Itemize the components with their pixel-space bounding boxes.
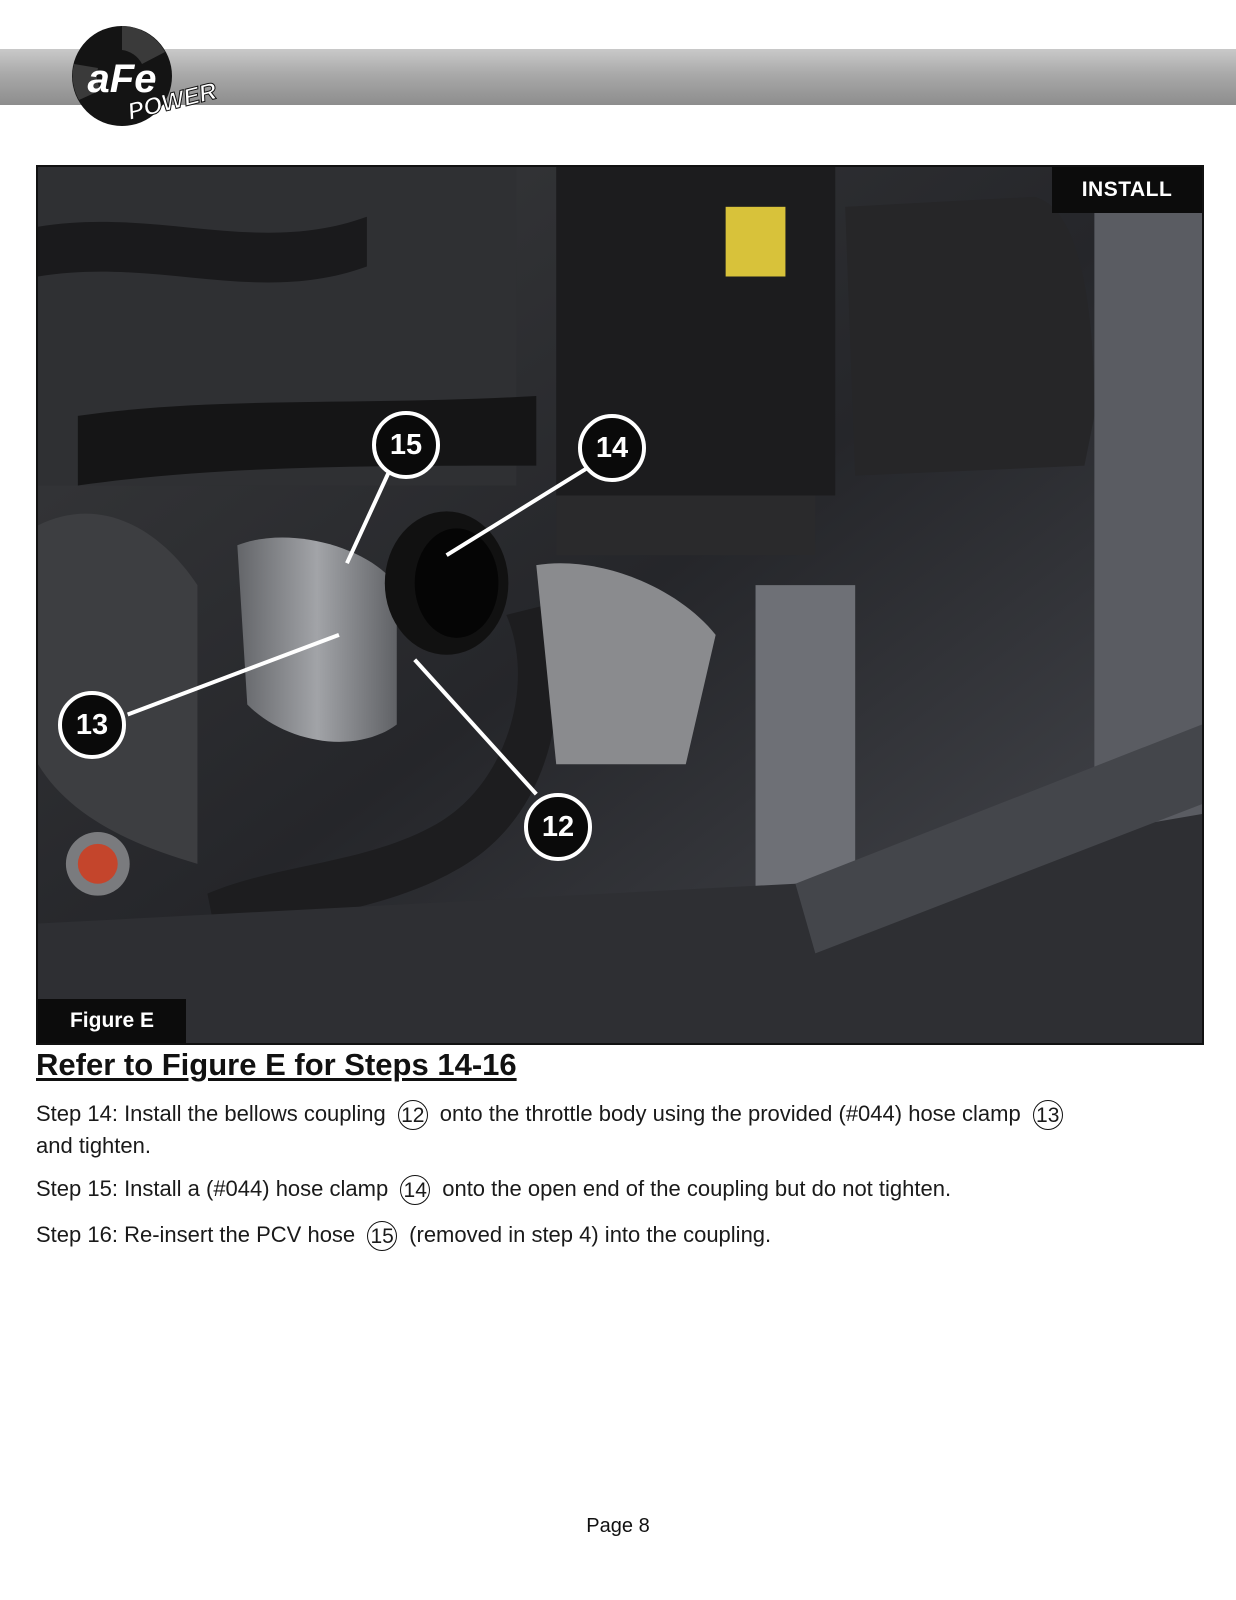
- part-ref-13: 13: [1033, 1100, 1063, 1130]
- step-15-text-a: Step 15: Install a (#044) hose clamp: [36, 1176, 389, 1201]
- afe-power-logo: [70, 24, 240, 134]
- engine-bay-image: [38, 167, 1202, 1043]
- section-title: Refer to Figure E for Steps 14-16: [36, 1047, 517, 1082]
- logo-subtext: POWER: [124, 77, 220, 126]
- callout-14: 14: [578, 414, 646, 482]
- step-15: [36, 1173, 951, 1205]
- step-14-text-b: onto the throttle body using the provided (#044) hose clamp: [439, 1101, 1021, 1126]
- callout-13: 13: [58, 691, 126, 759]
- step-16-text-b: (removed in step 4) into the coupling.: [409, 1222, 772, 1247]
- step-14-text-a: Step 14: Install the bellows coupling: [36, 1101, 386, 1126]
- step-16: [36, 1219, 771, 1251]
- step-14: [36, 1098, 1206, 1162]
- step-15-text-b: onto the open end of the coupling but do not tighten.: [442, 1176, 952, 1201]
- page-number: Page 8: [586, 1515, 650, 1537]
- figure-e-photo: [36, 165, 1204, 1045]
- callout-15: 15: [372, 411, 440, 479]
- part-ref-12: 12: [398, 1100, 428, 1130]
- callout-12: 12: [524, 793, 592, 861]
- step-14-text-c: and tighten.: [36, 1133, 151, 1159]
- logo-text: aFe: [87, 57, 157, 101]
- figure-label: Figure E: [38, 999, 186, 1043]
- part-ref-14: 14: [400, 1175, 430, 1205]
- part-ref-15: 15: [367, 1221, 397, 1251]
- install-badge: INSTALL: [1052, 167, 1202, 213]
- step-16-text-a: Step 16: Re-insert the PCV hose: [36, 1222, 356, 1247]
